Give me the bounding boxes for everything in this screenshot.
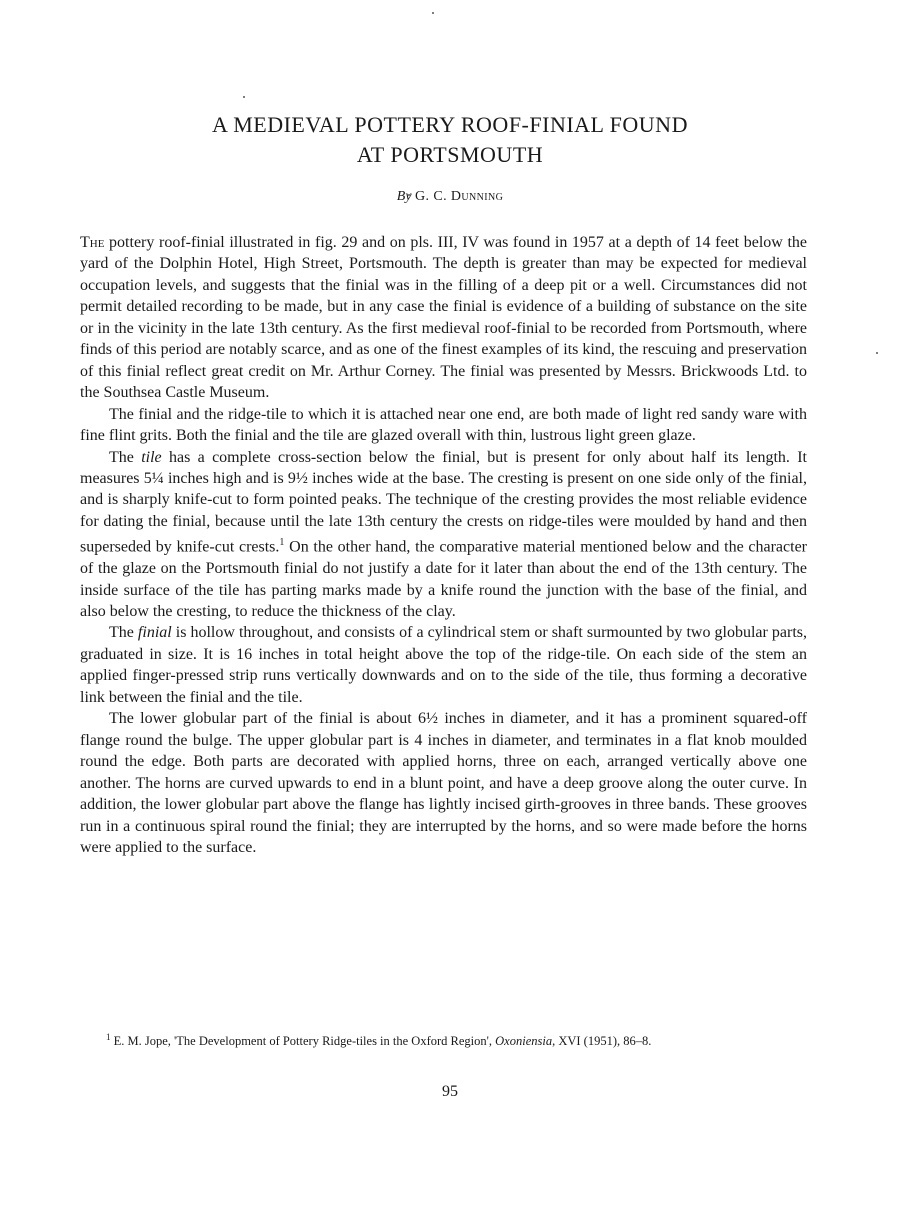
article-body <box>80 232 807 858</box>
scan-speck <box>432 12 434 14</box>
paragraph-text: The <box>109 448 142 466</box>
byline <box>80 188 820 206</box>
author-name: G. C. Dunning <box>415 189 504 204</box>
paragraph-text: pottery roof-finial illustrated in fig. 29 and on pls. III, IV was found in 1957 at a depth of 14 feet below the yard of the Dolphin Hotel, High Street, Portsmouth. The depth is greater than may be expected for medieval occupation levels, and suggests that the finial was in the filling of a deep pit or a well. Circumstances did not permit detailed recording to be made, but in any case the finial is evidence of a building of substance on the site or in the vicinity in the late 13th century. As the first medieval roof-finial to be recorded from Portsmouth, where finds of this period are notably scarce, and as one of the finest examples of its kind, the rescuing and preservation of this finial reflect great credit on Mr. Arthur Corney. The finial was presented by Messrs. Brickwoods Ltd. to the Southsea Castle Museum. <box>80 234 807 402</box>
emphasis-term: finial <box>137 624 172 642</box>
footnote <box>80 1029 807 1050</box>
paragraph-1 <box>80 232 807 404</box>
paragraph-text: has a complete cross-section below the finial, but is present for only about half its length. It measures 5¼ inches high and is 9½ inches wide at the base. The cresting is present on one side only of the finial, and is sharply knife-cut to form pointed peaks. The technique of the cresting provides the most reliable evidence for dating the finial, because until the late 13th century the crests on ridge-tiles were moulded by hand and then superseded by knife-cut crests. <box>80 448 808 556</box>
paragraph-5: The lower globular part of the finial is about 6½ inches in diameter, and it has a prominent squared-off flange round the bulge. The upper globular part is 4 inches in diameter, and terminates in a flat knob moulded round the edge. Both parts are decorated with applied horns, three on each, arranged vertically above one another. The horns are curved upwards to end in a blunt point, and have a deep groove along the outer curve. In addition, the lower globular part above the flange has lightly incised girth-grooves in three bands. These grooves run in a continuous spiral round the finial; they are interrupted by the horns, and so were made before the horns were applied to the surface. <box>80 710 807 857</box>
paragraph-3 <box>80 447 807 623</box>
page-number: 95 <box>442 1083 458 1100</box>
byline-prefix: By <box>396 189 412 204</box>
title-line-1: A MEDIEVAL POTTERY ROOF-FINIAL FOUND <box>212 112 688 137</box>
paragraph-lead-word: The <box>80 234 105 251</box>
paragraph-text: On the other hand, the comparative material mentioned below and the character of the glaze on the Portsmouth finial do not justify a date for it later than about the end of the 13th century. The inside surface of the tile has parting marks made by a knife round the junction with the base of the finial, and also below the cresting, to reduce the thickness of the clay. <box>80 538 808 621</box>
title-line-2: AT PORTSMOUTH <box>356 142 544 167</box>
paragraph-text: is hollow throughout, and consists of a cylindrical stem or shaft surmounted by two globular parts, graduated in size. It is 16 inches in total height above the top of the ridge-tile. On each side of the stem an applied finger-pressed strip runs vertically downwards and on to the side of the tile, thus forming a decorative link between the finial and the tile. <box>80 624 807 706</box>
paragraph-4 <box>80 622 807 708</box>
footnote-journal: Oxoniensia <box>495 1034 553 1049</box>
emphasis-term: tile <box>141 448 162 466</box>
paragraph-2: The finial and the ridge-tile to which it is attached near one end, are both made of light red sandy ware with fine flint grits. Both the finial and the tile are glazed overall with thin, lustrous light green glaze. <box>80 405 807 445</box>
footnote-text: , XVI (1951), 86–8. <box>552 1034 652 1049</box>
paragraph-text: The <box>109 624 138 642</box>
scan-speck <box>876 352 878 354</box>
footnote-reference: 1 <box>279 537 285 549</box>
footnote-marker: 1 <box>106 1032 111 1042</box>
scan-speck <box>243 96 245 98</box>
footnote-text: E. M. Jope, 'The Development of Pottery Ridge-tiles in the Oxford Region', <box>110 1034 496 1049</box>
article-title <box>80 110 820 170</box>
